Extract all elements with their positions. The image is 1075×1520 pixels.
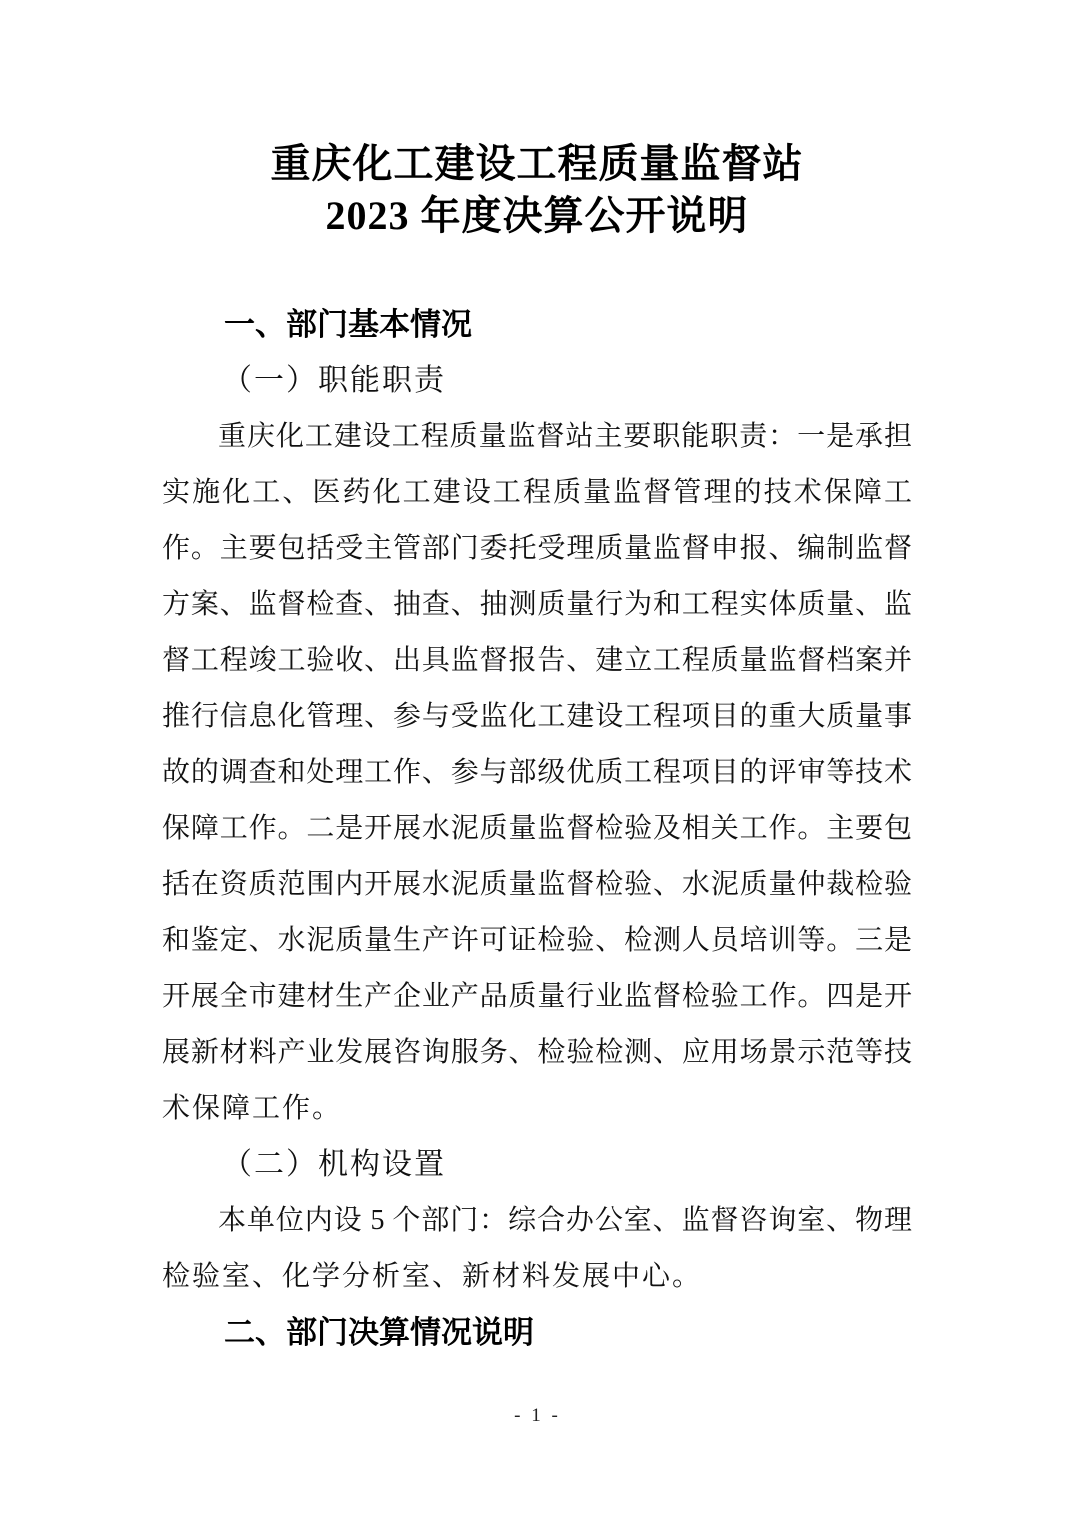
paragraph-1-line: 作。主要包括受主管部门委托受理质量监督申报、编制监督 <box>162 533 912 564</box>
paragraph-1-line: 实施化工、医药化工建设工程质量监督管理的技术保障工 <box>162 477 912 508</box>
document-title <box>162 0 912 242</box>
page-number: - 1 - <box>514 1405 561 1426</box>
paragraph-1-line: 故的调查和处理工作、参与部级优质工程项目的评审等技术 <box>162 757 912 788</box>
paragraph-1-line: 和鉴定、水泥质量生产许可证检验、检测人员培训等。三是 <box>162 925 912 956</box>
paragraph-2-line: 本单位内设 5 个部门：综合办公室、监督咨询室、物理 <box>218 1205 912 1236</box>
subsection-heading-1: （一）职能职责 <box>222 364 446 397</box>
paragraph-1-line: 方案、监督检查、抽查、抽测质量行为和工程实体质量、监 <box>162 589 912 620</box>
paragraph-1-line: 推行信息化管理、参与受监化工建设工程项目的重大质量事 <box>162 701 912 732</box>
subsection-heading-2: （二）机构设置 <box>222 1148 446 1181</box>
paragraph-1-line: 展新材料产业发展咨询服务、检验检测、应用场景示范等技 <box>162 1037 912 1068</box>
document-content <box>162 0 912 1361</box>
section-heading-2: 二、部门决算情况说明 <box>224 1315 534 1350</box>
paragraph-1-line: 开展全市建材生产企业产品质量行业监督检验工作。四是开 <box>162 981 912 1012</box>
paragraph-1-line: 括在资质范围内开展水泥质量监督检验、水泥质量仲裁检验 <box>162 869 912 900</box>
paragraph-1-line: 督工程竣工验收、出具监督报告、建立工程质量监督档案并 <box>162 645 912 676</box>
document-title-line1: 重庆化工建设工程质量监督站 <box>270 141 804 186</box>
section-heading-1: 一、部门基本情况 <box>224 307 472 342</box>
title-gap <box>162 242 912 297</box>
paragraph-1-line: 术保障工作。 <box>162 1093 343 1124</box>
paragraph-1-line: 重庆化工建设工程质量监督站主要职能职责：一是承担 <box>218 421 912 452</box>
paragraph-2-line: 检验室、化学分析室、新材料发展中心。 <box>162 1261 703 1292</box>
document-title-line2: 2023 年度决算公开说明 <box>325 193 749 238</box>
paragraph-1-line: 保障工作。二是开展水泥质量监督检验及相关工作。主要包 <box>162 813 912 844</box>
